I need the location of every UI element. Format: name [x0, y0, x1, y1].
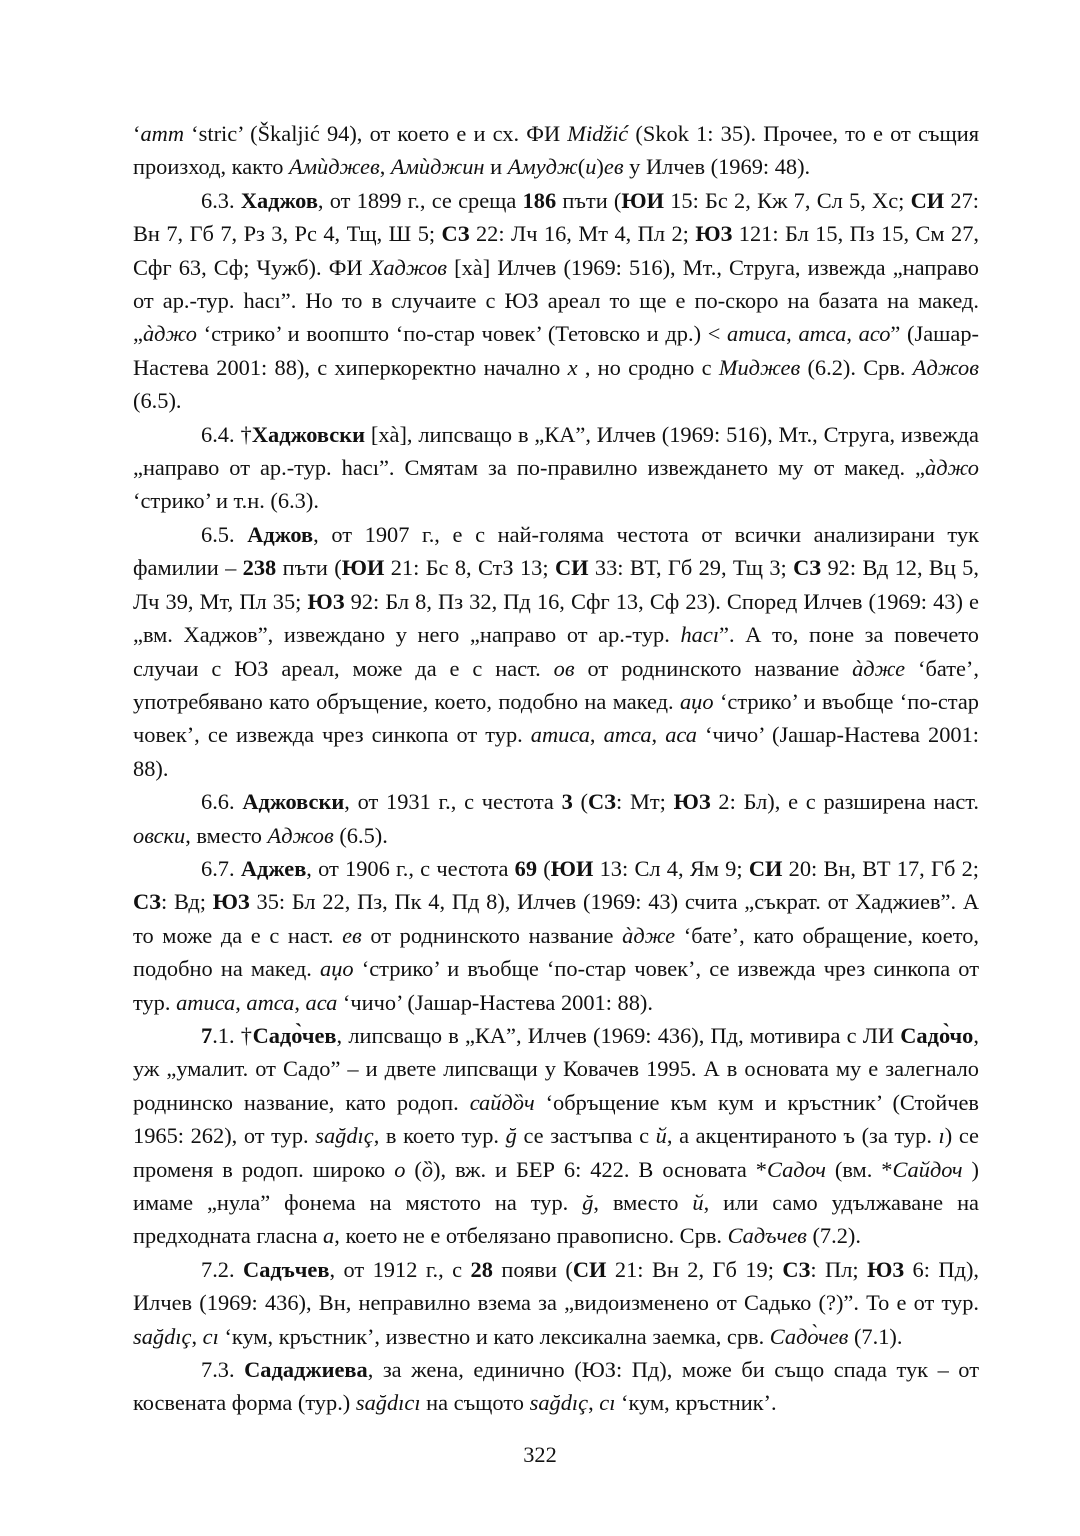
text-run: 7.2. — [201, 1256, 244, 1282]
text-run: от роднинското название — [361, 922, 623, 948]
italic-text: ğ — [582, 1190, 594, 1215]
text-run: 92: Вд 12, Вц 5, Лч 39, Мт, Пл 35; — [133, 555, 979, 614]
text-run: ) се променя в родоп. широко — [133, 1123, 979, 1182]
bold-text: СЗ — [793, 555, 822, 581]
text-run: ” (Јашар-Настева 2001: 88), с хиперкоректно начално — [133, 321, 979, 380]
text-run: , уж „умалит. от Садо” – и двете липсващи у Ковачев 1995. А в основата му е залегнало роднинско название, като родоп. — [133, 1022, 979, 1115]
text-run: , от 1907 г., е с най-голяма честота от всички анализирани тук фамилии – — [133, 521, 979, 581]
italic-text: Амѝджев — [289, 154, 380, 180]
text-run: , — [191, 1323, 203, 1349]
italic-text: ев — [342, 922, 362, 948]
text-run: ‘обръщение към кум и кръстник’ (Стойчев 1965: 262), от тур. — [133, 1089, 979, 1149]
paragraph — [133, 785, 979, 852]
text-run: 33: ВТ, Гб 29, Тщ 3; — [588, 555, 794, 581]
italic-text: àджо — [925, 455, 979, 481]
text-run: ‘кум, кръстник’, известно и като лексикална заемка, срв. — [218, 1323, 770, 1349]
italic-text: атса — [603, 722, 652, 748]
italic-text: атса — [246, 989, 295, 1015]
bold-text: Хаджов — [240, 187, 318, 213]
italic-text: о — [394, 1156, 406, 1182]
italic-text: атса — [798, 321, 847, 347]
italic-text: cı — [202, 1323, 219, 1349]
italic-text: аџо — [679, 688, 714, 714]
italic-text: Хаджов — [369, 254, 448, 280]
italic-text: cı — [599, 1390, 616, 1416]
bold-text: СЗ — [133, 889, 161, 915]
text-run: , — [846, 321, 859, 347]
bold-text: ЮЗ — [673, 789, 711, 815]
text-run: 21: Бс 8, СтЗ 13; — [384, 555, 555, 581]
text-run: , — [786, 321, 799, 347]
text-run: , което не е отбелязано правописно. Срв. — [334, 1223, 728, 1249]
text-run: ), вж. и БЕР 6: 422. В основата * — [433, 1156, 767, 1182]
italic-text: Миджев — [718, 354, 801, 380]
text-run: , от 1899 г., се среща — [317, 187, 523, 213]
italic-text: Амудж — [507, 154, 578, 180]
text-run: , а акцентираното ъ (за тур. — [666, 1123, 939, 1149]
italic-text: sağdıç — [133, 1323, 192, 1349]
italic-text: ов — [553, 655, 575, 681]
text-run: : Пл; — [810, 1256, 868, 1282]
italic-text: Садоч — [767, 1156, 826, 1182]
text-run: ‘бате’, като обращение, което, подобно на макед. — [133, 922, 979, 982]
italic-text: hacı — [680, 622, 720, 648]
bold-text: СИ — [554, 555, 589, 581]
text-run: , но сродно с — [577, 354, 719, 380]
bold-text: СЗ — [441, 221, 470, 247]
text-run: ( — [572, 789, 589, 815]
paragraph — [133, 1253, 979, 1353]
italic-text: Аджов — [912, 354, 979, 380]
italic-text: sağdıç — [315, 1123, 374, 1149]
text-run: (7.1). — [848, 1323, 903, 1349]
text-run: , в което тур. — [373, 1123, 506, 1149]
bold-text: 69 — [514, 855, 538, 881]
italic-text: й — [692, 1190, 704, 1215]
bold-text: СИ — [910, 187, 945, 213]
italic-text: sağdıcı — [355, 1390, 421, 1416]
paragraph — [133, 852, 979, 1019]
bold-text: Садо̀чо — [900, 1022, 974, 1048]
text-run: , от 1912 г., с — [329, 1256, 471, 1282]
bold-text: Садо̀чев — [252, 1022, 337, 1048]
italic-text: sağdıç — [529, 1390, 589, 1416]
text-run: (6.2). Срв. — [800, 354, 913, 380]
bold-text: ЮИ — [341, 555, 385, 581]
italic-text: атиса — [727, 321, 787, 347]
text-run: [хà] Илчев (1969: 516), Мт., Струга, извежда „направо от ар.-тур. hacı”. Но то в случаите с ЮЗ ареал то ще е по-скоро на базата на макед. „ — [133, 254, 979, 347]
italic-text: асо — [858, 321, 891, 347]
text-run: 6.3. — [201, 187, 241, 213]
italic-text: Сай — [892, 1156, 930, 1182]
text-run: , липсващо в „КА”, Илчев (1969: 436), Пд, мотивира с ЛИ — [336, 1022, 901, 1048]
text-run: [хà], липсващо в „КА”, Илчев (1969: 516), Мт., Струга, извежда „направо от ар.-тур. hacı”. Смятам за по-правилно извеждането му от макед. „ — [133, 421, 979, 481]
text-run: , вместо — [185, 822, 268, 848]
text-run: от роднинското название — [574, 655, 853, 681]
text-run: 35: Бл 22, Пз, Пк 4, Пд 8), Илчев (1969: 43) счита „съкрат. от Хаджиев”. А то може да е с наст. — [133, 889, 979, 948]
bold-text: Аджовски — [242, 789, 345, 815]
text-run: 6.6. — [201, 789, 243, 815]
text-run: , — [588, 1390, 600, 1416]
bold-text: Садъчев — [243, 1256, 330, 1282]
italic-text: аџо — [320, 956, 354, 982]
text-run: ) имаме „нула” фонема на мястото на тур. — [133, 1156, 979, 1215]
bold-text: ЮЗ — [695, 221, 733, 247]
bold-text: 7 — [201, 1022, 213, 1048]
text-run: 7.3. — [201, 1357, 245, 1383]
text-run: 15: Бс 2, Кж 7, Сл 5, Хс; — [664, 187, 911, 213]
italic-text: Садо̀чев — [769, 1323, 849, 1349]
bold-text: 186 — [522, 187, 557, 213]
text-run: 27: Вн 7, Гб 7, Рз 3, Рс 4, Тщ, Ш 5; — [133, 187, 979, 247]
bold-text: Аджев — [240, 855, 307, 881]
bold-text: 238 — [242, 555, 277, 581]
text-run: 121: Бл 15, Пз 15, См 27, Сфг 63, Сф; Чужб). ФИ — [133, 221, 979, 280]
paragraph — [133, 184, 979, 418]
text-run: , — [294, 989, 306, 1015]
text-run: , — [651, 722, 666, 748]
italic-text: Аджов — [267, 822, 334, 848]
bold-text: ЮЗ — [307, 588, 345, 614]
italic-text: и — [585, 154, 597, 180]
bold-text: СИ — [748, 855, 783, 881]
italic-text: Midžić — [567, 121, 629, 146]
italic-text: ğ — [505, 1123, 517, 1149]
page-body — [133, 117, 979, 1420]
text-run: , от 1906 г., с честота — [306, 855, 515, 881]
bold-text: ЮЗ — [212, 889, 250, 915]
text-run: ‘бате’, употребявано като обръщение, което, подобно на макед. — [133, 655, 979, 714]
text-run: , за жена, единично (ЮЗ: Пд), може би също спада тук – от косвената форма (тур.) — [133, 1357, 979, 1416]
text-run: (6.5). — [333, 822, 388, 848]
text-run: ‘стрико’ и въобще ‘по-стар човек’, се извежда чрез синкопа от тур. — [133, 688, 979, 748]
italic-text: Амѝджин — [390, 154, 485, 180]
text-run: 13: Сл 4, Ям 9; — [593, 855, 749, 881]
bold-text: Аджов — [247, 521, 314, 547]
text-run: 92: Бл 8, Пз 32, Пд 16, Сфг 13, Сф 23). Според Илчев (1969: 43) е „вм. Хаджов”, извеждано у него „направо от ар.-тур. — [133, 588, 979, 648]
italic-text: àдже — [852, 655, 906, 681]
paragraph — [133, 518, 979, 785]
text-run: пъти ( — [556, 187, 622, 213]
text-run: 2: Бл), е с разширена наст. — [710, 789, 979, 815]
text-run: , — [379, 154, 391, 180]
bold-text: Хаджовски — [251, 421, 366, 447]
text-run: 22: Лч 16, Мт 4, Пл 2; — [469, 221, 696, 247]
italic-text: атиса — [530, 722, 590, 748]
bold-text: 3 — [561, 789, 573, 815]
italic-text: àджо — [142, 321, 197, 347]
text-run: (6.5). — [133, 388, 182, 414]
text-run: ‘стрико’ и воопшто ‘по-стар човек’ (Тетовско и др.) < — [196, 321, 728, 347]
text-run: се застъпва с — [516, 1123, 656, 1149]
text-run: на същото — [420, 1390, 530, 1416]
text-run: ‘чичо’ (Јашар-Настева 2001: 88). — [133, 722, 979, 781]
italic-text: ȍ — [421, 1156, 434, 1182]
text-run: ( — [537, 855, 551, 881]
page-number: 322 — [523, 1442, 557, 1467]
text-run: ‘кум, кръстник’. — [615, 1390, 777, 1416]
text-run: , — [589, 722, 604, 748]
text-run: , от 1931 г., с честота — [344, 789, 562, 815]
bold-text: СИ — [572, 1256, 607, 1282]
text-run: .1. † — [212, 1022, 253, 1048]
paragraph — [133, 117, 979, 184]
text-run: пъти ( — [276, 555, 342, 581]
text-run: ‘ — [133, 121, 141, 146]
text-run: ”. А то, поне за повечето случаи с ЮЗ ареал, може да е с наст. — [133, 622, 979, 681]
text-run: , вместо — [593, 1190, 693, 1215]
italic-text: ı — [938, 1123, 945, 1149]
italic-text: àдже — [622, 922, 676, 948]
bold-text: Сададжиева — [244, 1357, 368, 1383]
text-run: ‘stric’ (Škaljić 94), от което е и сх. ФИ — [184, 121, 568, 146]
text-run: 6.5. — [201, 521, 248, 547]
italic-text: аса — [665, 722, 697, 748]
text-run: 20: Вн, ВТ 17, Гб 2; — [782, 855, 979, 881]
italic-text: сайдȍч — [469, 1089, 535, 1115]
bold-text: ЮЗ — [867, 1256, 905, 1282]
text-run: ( — [577, 154, 586, 180]
italic-text: доч — [929, 1156, 963, 1182]
bold-text: ЮИ — [621, 187, 664, 213]
paragraph — [133, 418, 979, 518]
italic-text: аса — [305, 989, 338, 1015]
text-run: появи ( — [492, 1256, 573, 1282]
bold-text: 28 — [470, 1256, 493, 1282]
italic-text: а — [323, 1223, 335, 1249]
bold-text: СЗ — [782, 1256, 811, 1282]
text-run: (Skok 1: 35). Прочее, то е от същия произход, както — [133, 121, 979, 180]
text-run: : Вд; — [161, 889, 213, 915]
bold-text: СЗ — [588, 789, 617, 815]
text-run: 6: Пд), Илчев (1969: 436), Вн, неправилно взема за „видоизменено от Садько (?)”. То е от тур. — [133, 1256, 980, 1316]
italic-text: овски — [133, 822, 186, 848]
text-run: , или само удължаване на предходната гласна — [133, 1190, 979, 1249]
bold-text: ЮИ — [550, 855, 594, 881]
text-run: : Мт; — [616, 789, 674, 815]
text-run: 6.4. † — [201, 421, 252, 447]
paragraph — [133, 1353, 979, 1420]
italic-text: Садъчев — [727, 1223, 807, 1249]
italic-text: х — [567, 354, 578, 380]
text-run: 21: Вн 2, Гб 19; — [606, 1256, 783, 1282]
italic-text: amm — [140, 121, 185, 146]
text-run: 6.7. — [201, 855, 241, 881]
text-run: ‘чичо’ (Јашар-Настева 2001: 88). — [337, 989, 653, 1015]
text-run: ‘стрико’ и т.н. (6.3). — [133, 488, 319, 514]
italic-text: атиса — [176, 989, 236, 1015]
text-run: и — [484, 154, 508, 180]
text-run: , — [235, 989, 247, 1015]
paragraph — [133, 1019, 979, 1253]
text-run: ‘стрико’ и въобще ‘по-стар човек’, се извежда чрез синкопа от тур. — [133, 956, 979, 1015]
text-run: (7.2). — [806, 1223, 861, 1249]
text-run: у Илчев (1969: 48). — [623, 154, 811, 180]
italic-text: ев — [603, 154, 624, 180]
text-run: ) — [596, 154, 604, 180]
italic-text: й — [655, 1123, 667, 1149]
text-run: ( — [405, 1156, 422, 1182]
text-run: (вм. * — [825, 1156, 893, 1182]
